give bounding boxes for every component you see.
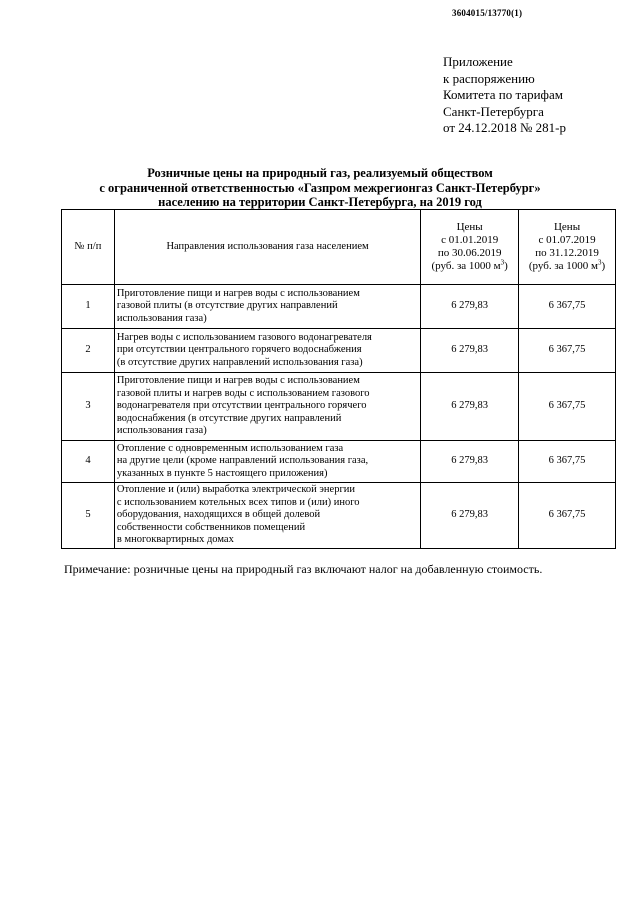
row-direction: Отопление и (или) выработка электрической энергии с использованием котельных всех типов и (или) иного оборудования, находящихся в общей долевой собственности собственников помещений в многоквартирных домах (114, 483, 420, 549)
title-line: Розничные цены на природный газ, реализуемый обществом (147, 166, 493, 180)
document-number: 3604015/13770(1) (452, 8, 523, 18)
row-price1: 6 279,83 (421, 285, 519, 329)
row-price2: 6 367,75 (519, 373, 616, 441)
row-num: 4 (62, 441, 115, 483)
row-num: 5 (62, 483, 115, 549)
row-price1: 6 279,83 (421, 483, 519, 549)
appendix-block (443, 54, 566, 137)
appendix-line: к распоряжению (443, 70, 535, 86)
table-row (62, 441, 616, 483)
price-table (61, 209, 616, 549)
table-row (62, 373, 616, 441)
table-header-row (62, 210, 616, 285)
table-row (62, 329, 616, 373)
header-price-h2: Цены с 01.07.2019 по 31.12.2019 (руб. за 1000 $м^3$) (519, 210, 616, 285)
table-row (62, 285, 616, 329)
row-direction: Приготовление пищи и нагрев воды с использованием газовой плиты (в отсутствие других направлений использования газа) (114, 285, 420, 329)
appendix-line: Комитета по тарифам (443, 87, 563, 102)
row-price2: 6 367,75 (519, 285, 616, 329)
row-num: 1 (62, 285, 115, 329)
row-price2: 6 367,75 (519, 483, 616, 549)
row-direction: Отопление с одновременным использованием газа на другие цели (кроме направлений использования газа, указанных в пункте 5 настоящего приложения) (114, 441, 420, 483)
row-num: 2 (62, 329, 115, 373)
header-direction: Направления использования газа населением (114, 210, 420, 285)
row-price1: 6 279,83 (421, 329, 519, 373)
row-price1: 6 279,83 (421, 441, 519, 483)
table-row (62, 483, 616, 549)
header-num: № п/п (62, 210, 115, 285)
appendix-line: от 24.12.2018 № 281-р (443, 120, 566, 135)
appendix-line: Приложение (443, 54, 513, 69)
row-direction: Приготовление пищи и нагрев воды с использованием газовой плиты и нагрев воды с использованием газового водонагревателя при отсутствии центрального горячего водоснабжения (в отсутствие других направлений использования газа) (114, 373, 420, 441)
row-num: 3 (62, 373, 115, 441)
row-price2: 6 367,75 (519, 441, 616, 483)
title-line: с ограниченной ответственностью «Газпром межрегионгаз Санкт-Петербург» (99, 180, 541, 195)
row-direction: Нагрев воды с использованием газового водонагревателя при отсутствии центрального горячего водоснабжения (в отсутствие других направлений использования газа) (114, 329, 420, 373)
row-price1: 6 279,83 (421, 373, 519, 441)
document-title (60, 166, 580, 210)
title-line: населению на территории Санкт-Петербурга, на 2019 год (158, 195, 482, 209)
note-text: Примечание: розничные цены на природный газ включают налог на добавленную стоимость. (64, 562, 543, 576)
row-price2: 6 367,75 (519, 329, 616, 373)
appendix-line: Санкт-Петербурга (443, 103, 544, 119)
header-price-h1: Цены с 01.01.2019 по 30.06.2019 (руб. за 1000 $м^3$) (421, 210, 519, 285)
